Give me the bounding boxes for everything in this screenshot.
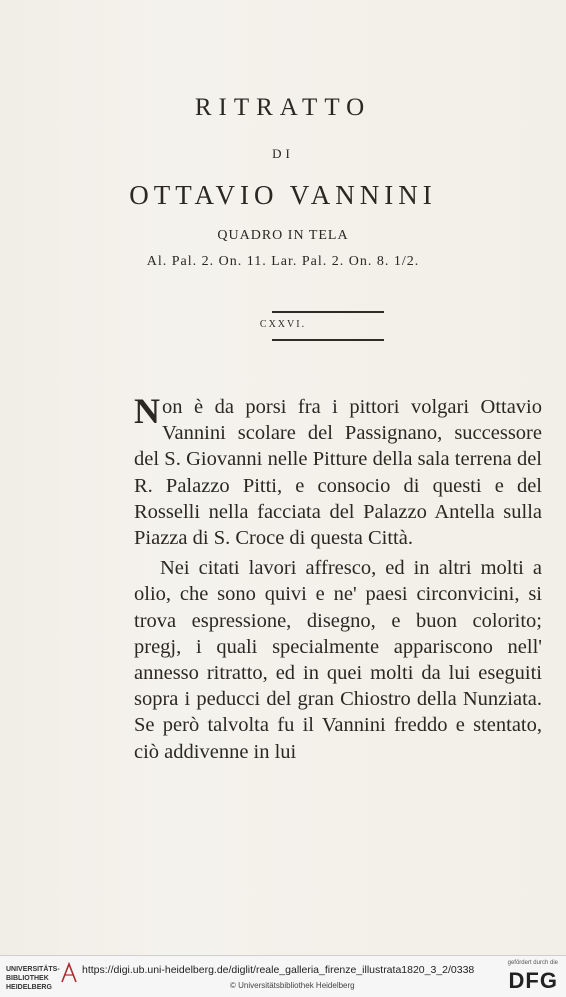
- paragraph-1: [134, 391, 542, 551]
- artist-name: OTTAVIO VANNINI: [129, 180, 437, 210]
- drop-cap: N: [134, 391, 160, 431]
- funding-note: gefördert durch die: [507, 960, 558, 966]
- library-seal-icon: [60, 962, 78, 984]
- bleed-through-text: [300, 60, 560, 82]
- medium-subtitle: QUADRO IN TELA: [217, 228, 349, 243]
- paragraph-1-text: on è da porsi fra i pittori volgari Ottavio Vannini scolare del Passignano, successore del S. Giovanni nelle Pitture della sala terrena del R. Palazzo Pitti, e consocio di questi e del Rosselli nella facciata del Palazzo Antella sulla Piazza di S. Croce di questa Città.: [134, 396, 542, 550]
- bottom-rule: [272, 339, 384, 341]
- viewer-footer: [0, 955, 566, 997]
- dfg-logo: DFG: [508, 968, 558, 993]
- body-text: [134, 391, 542, 765]
- paragraph-2: Nei citati lavori affresco, ed in altri molti a olio, che sono quivi e ne' paesi circonvicini, si trova espressione, disegno, e buon colorito; pregj, i quali specialmente appariscono nell' annesso ritratto, ed in quei molti da lui eseguiti sopra i peducci del gran Chiostro della Nunziata. Se però talvolta fu il Vannini freddo e stentato, ciò addivenne in lui: [134, 557, 542, 763]
- dimensions-line: Al. Pal. 2. On. 11. Lar. Pal. 2. On. 8. 1/2.: [146, 254, 420, 269]
- permalink-url[interactable]: https://digi.ub.uni-heidelberg.de/diglit/reale_galleria_firenze_illustrata1820_3_2/0338: [82, 964, 475, 976]
- page-title: RITRATTO: [194, 94, 372, 121]
- top-rule: [272, 311, 384, 313]
- plate-number: CXXVI.: [259, 319, 307, 330]
- title-preposition: DI: [272, 146, 294, 161]
- copyright-text: © Universitätsbibliothek Heidelberg: [230, 981, 355, 990]
- library-logo: UNIVERSITÄTS- BIBLIOTHEK HEIDELBERG: [6, 966, 60, 991]
